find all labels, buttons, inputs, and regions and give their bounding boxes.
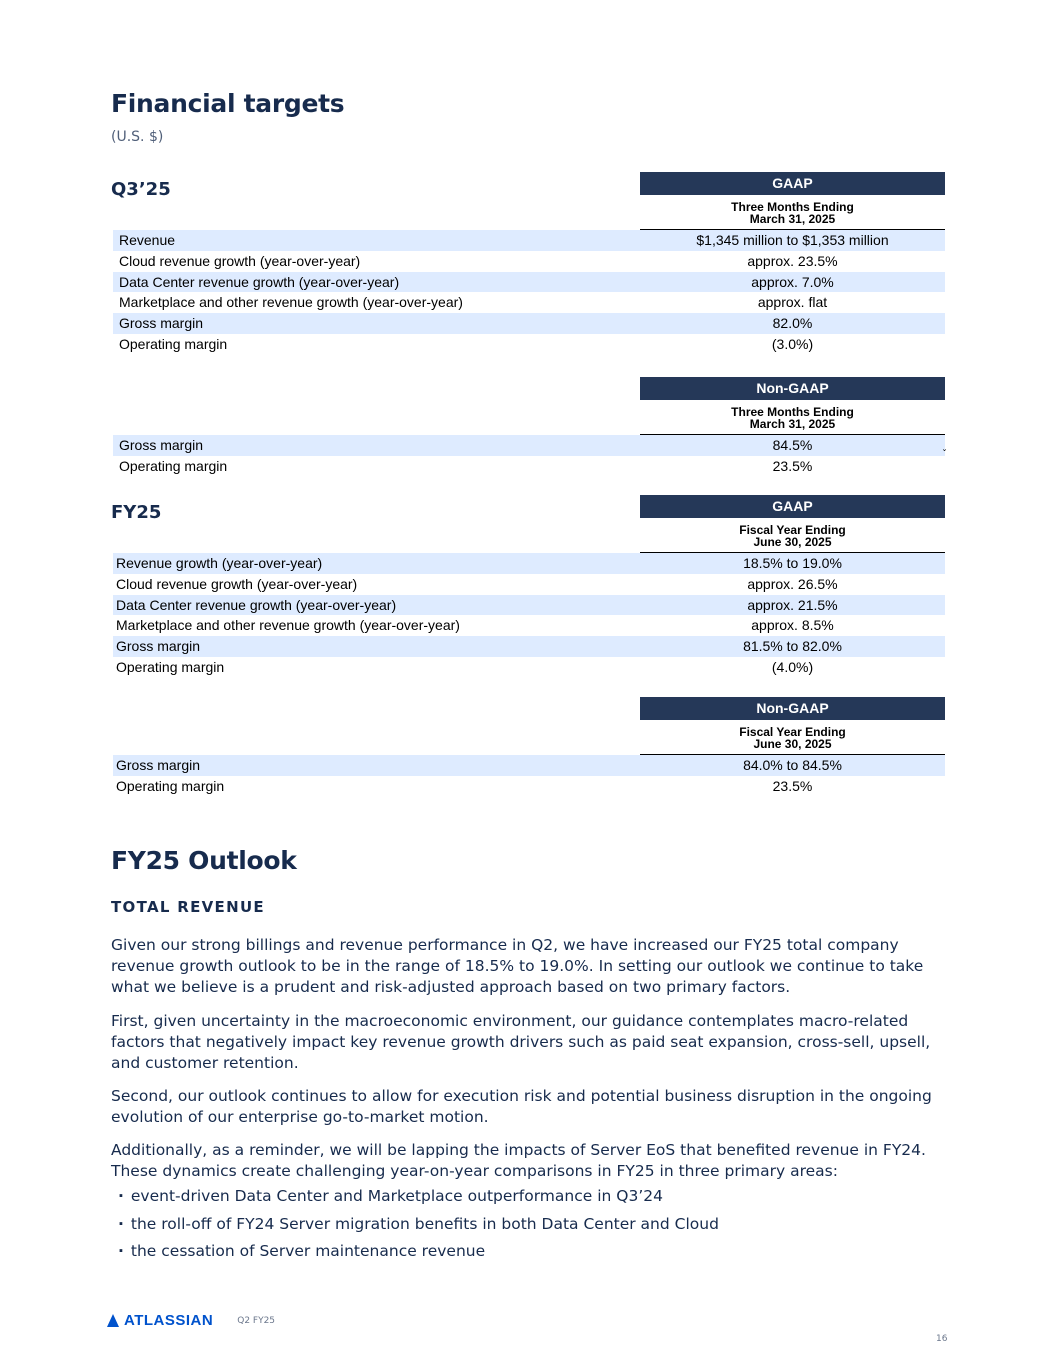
page-title: Financial targets <box>111 89 345 118</box>
fy-gaap-rows <box>113 553 945 678</box>
row-value: (3.0%) <box>771 335 814 352</box>
row-label: Marketplace and other revenue growth (year-over-year) <box>119 294 463 311</box>
table-row <box>113 657 945 678</box>
row-label: Data Center revenue growth (year-over-year) <box>119 273 400 290</box>
q3-nongaap-rows <box>113 435 945 477</box>
row-label: Operating margin <box>119 335 228 352</box>
fy-nongaap-caption-line2: June 30, 2025 <box>753 736 832 751</box>
fy-gaap-caption-line1: Fiscal Year Ending <box>739 523 846 537</box>
row-value: $1,345 million to $1,353 million <box>696 232 889 248</box>
outlook-paragraph: First, given uncertainty in the macroeconomic environment, our guidance contemplates macro-related factors that negatively impact key revenue growth drivers such as paid seat expansion, cross-sell, upsell, and customer retention. <box>111 1012 931 1072</box>
q3-nongaap-caption-line2: March 31, 2025 <box>749 416 836 431</box>
table-row <box>113 272 945 293</box>
q3-nongaap-header <box>113 377 945 435</box>
table-row <box>113 334 945 355</box>
fy-gaap-header <box>113 495 945 553</box>
fy-nongaap-caption-line1: Fiscal Year Ending <box>739 724 846 739</box>
list-item: · the roll-off of FY24 Server migration benefits in both Data Center and Cloud <box>118 1214 719 1242</box>
q3-gaap-band: GAAP <box>640 172 945 195</box>
table-row <box>113 251 945 272</box>
table-row <box>113 755 945 776</box>
row-label: Revenue <box>119 232 176 248</box>
row-label: Gross margin <box>116 756 201 773</box>
row-label: Gross margin <box>116 638 201 655</box>
q3-nongaap-caption-line1: Three Months Ending <box>731 404 854 419</box>
outlook-paragraph: Additionally, as a reminder, we will be lapping the impacts of Server EoS that benefited revenue in FY24. These dynamics create challenging year-on-year comparisons in FY25 in three primary areas: <box>111 1141 926 1180</box>
report-tag: Q2 FY25 <box>237 1315 276 1326</box>
q3-gaap-rows <box>113 230 945 355</box>
table-row <box>113 230 945 251</box>
row-label: Cloud revenue growth (year-over-year) <box>116 575 358 592</box>
fy-nongaap-rows <box>113 755 945 797</box>
q3-gaap-caption-line1: Three Months Ending <box>731 200 854 214</box>
row-value: approx. 8.5% <box>751 617 834 634</box>
fy-gaap-band: GAAP <box>640 495 945 518</box>
table-row <box>113 615 945 636</box>
row-value: (4.0%) <box>771 658 814 675</box>
outlook-bullet-list <box>118 1186 719 1269</box>
currency-note: (U.S. $) <box>111 129 164 145</box>
row-label: Gross margin <box>119 436 204 453</box>
brand-name: ATLASSIAN <box>124 1312 214 1329</box>
fy-targets-table <box>113 495 945 796</box>
fy-nongaap-header <box>113 697 945 755</box>
row-label: Data Center revenue growth (year-over-year) <box>116 596 397 613</box>
list-item: · event-driven Data Center and Marketplace outperformance in Q3’24 <box>118 1186 719 1214</box>
table-row <box>113 595 945 616</box>
page-number: 16 <box>936 1334 948 1344</box>
q3-nongaap-band: Non-GAAP <box>640 377 945 400</box>
fy-nongaap-band: Non-GAAP <box>640 697 945 720</box>
q3-gaap-header <box>113 172 945 230</box>
fy-period-label: FY25 <box>111 502 162 523</box>
outlook-title: FY25 Outlook <box>111 846 297 875</box>
fy-gaap-caption-line2: June 30, 2025 <box>753 535 832 549</box>
section-gap <box>113 678 945 697</box>
row-label: Cloud revenue growth (year-over-year) <box>119 252 361 269</box>
q3-gaap-caption <box>640 201 945 225</box>
table-row <box>113 456 945 477</box>
outlook-paragraph: Second, our outlook continues to allow for execution risk and potential business disruption in the ongoing evolution of our enterprise go-to-market motion. <box>111 1087 932 1126</box>
list-item: · the cessation of Server maintenance revenue <box>118 1241 719 1269</box>
q3-targets-table <box>113 172 945 476</box>
row-value: approx. 26.5% <box>747 575 838 592</box>
row-label: Revenue growth (year-over-year) <box>116 555 323 571</box>
table-row <box>113 435 945 456</box>
fy-gaap-rule <box>640 552 945 553</box>
page-footer <box>107 1312 275 1329</box>
atlassian-logo-icon <box>107 1314 119 1327</box>
fy-nongaap-rule <box>640 754 945 755</box>
outlook-paragraph: Given our strong billings and revenue performance in Q2, we have increased our FY25 total company revenue growth outlook to be in the range of 18.5% to 19.0%. In setting our outlook we continue to take what we believe is a prudent and risk-adjusted approach based on two primary factors. <box>111 936 924 996</box>
row-value: 82.0% <box>772 315 813 332</box>
table-row <box>113 553 945 574</box>
table-row <box>113 313 945 334</box>
table-row <box>113 292 945 313</box>
table-row <box>113 574 945 595</box>
q3-nongaap-caption <box>640 406 945 430</box>
row-value: approx. 21.5% <box>747 596 838 613</box>
row-value: 18.5% to 19.0% <box>743 555 842 571</box>
outlook-section-heading: TOTAL REVENUE <box>111 898 265 916</box>
stray-mark-icon: ˇ <box>942 449 947 460</box>
row-label: Gross margin <box>119 315 204 332</box>
row-label: Operating margin <box>116 777 225 794</box>
row-value: approx. 7.0% <box>751 273 834 290</box>
row-label: Marketplace and other revenue growth (year-over-year) <box>116 617 460 634</box>
table-row <box>113 636 945 657</box>
row-value: 23.5% <box>772 457 813 474</box>
fy-gaap-caption <box>640 524 945 548</box>
q3-period-label: Q3’25 <box>111 179 171 200</box>
table-row <box>113 776 945 797</box>
row-value: approx. flat <box>757 294 828 311</box>
q3-gaap-caption-line2: March 31, 2025 <box>749 212 836 226</box>
row-label: Operating margin <box>119 457 228 474</box>
fy-nongaap-caption <box>640 726 945 750</box>
q3-gaap-rule <box>640 229 945 230</box>
row-value: 84.5% <box>772 436 813 453</box>
row-value: 84.0% to 84.5% <box>743 756 842 773</box>
row-label: Operating margin <box>116 658 225 675</box>
row-value: 81.5% to 82.0% <box>743 638 842 655</box>
row-value: 23.5% <box>772 777 813 794</box>
row-value: approx. 23.5% <box>747 252 838 269</box>
section-gap <box>113 355 945 377</box>
q3-nongaap-rule <box>640 434 945 435</box>
